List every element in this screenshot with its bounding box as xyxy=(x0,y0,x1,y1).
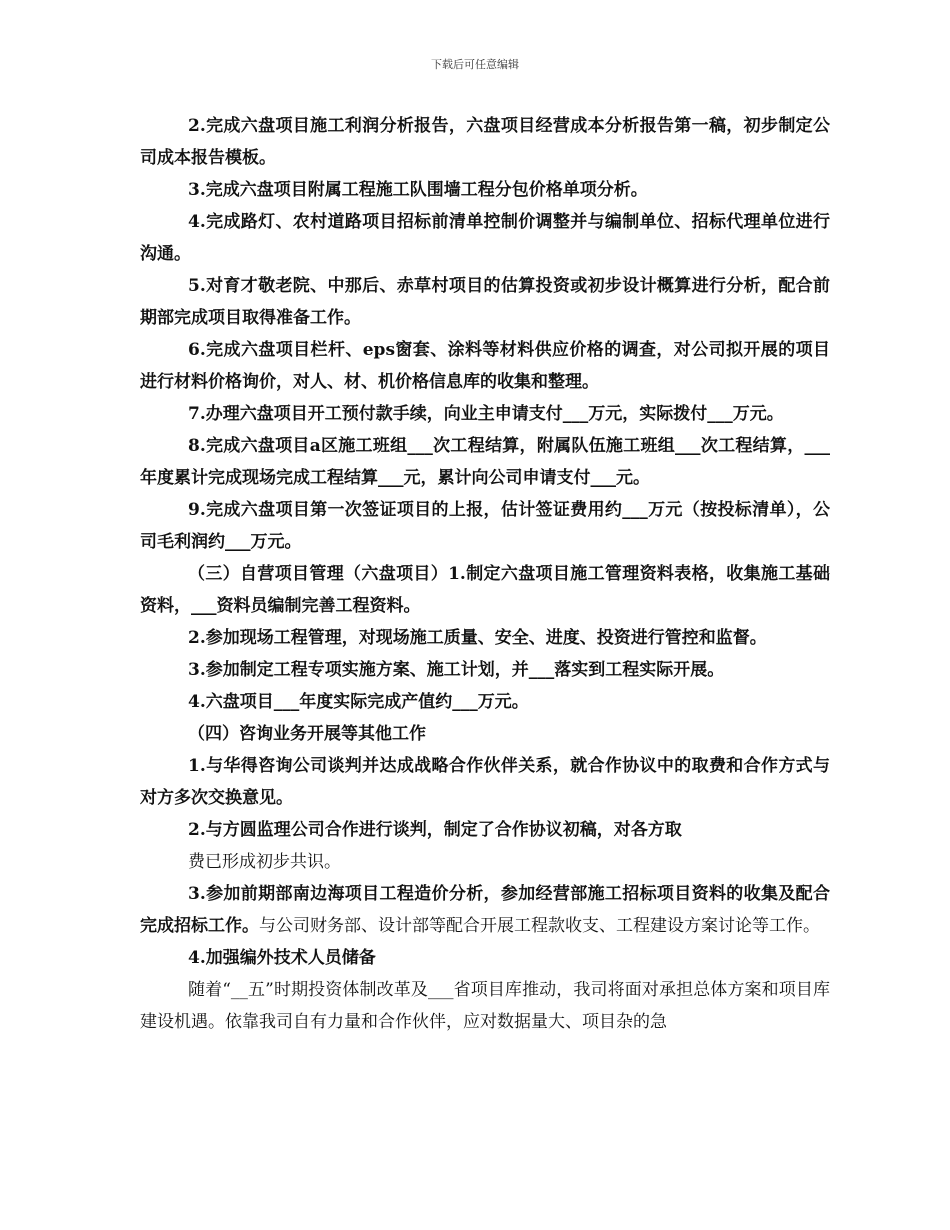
paragraph-normal-part: 与公司财务部、设计部等配合开展工程款收支、工程建设方案讨论等工作。 xyxy=(259,916,820,936)
document-body xyxy=(140,110,830,1038)
paragraph: 3.参加制定工程专项实施方案、施工计划，并___落实到工程实际开展。 xyxy=(188,660,725,680)
section-heading-paragraph: （三）自营项目管理（六盘项目）1.制定六盘项目施工管理资料表格，收集施工基础资料，___资料员编制完善工程资料。 xyxy=(140,564,830,616)
page-header: 下载后可任意编辑 xyxy=(431,58,519,71)
paragraph: 4.完成路灯、农村道路项目招标前清单控制价调整并与编制单位、招标代理单位进行沟通。 xyxy=(140,212,830,264)
paragraph: 1.与华得咨询公司谈判并达成战略合作伙伴关系，就合作协议中的取费和合作方式与对方多次交换意见。 xyxy=(140,756,830,808)
paragraph: 6.完成六盘项目栏杆、eps窗套、涂料等材料供应价格的调查，对公司拟开展的项目进行材料价格询价，对人、材、机价格信息库的收集和整理。 xyxy=(140,340,830,392)
paragraph-mixed xyxy=(140,878,830,942)
paragraph: 4.六盘项目___年度实际完成产值约___万元。 xyxy=(188,692,529,712)
paragraph: 2.与方圆监理公司合作进行谈判，制定了合作协议初稿，对各方取 xyxy=(188,820,682,840)
paragraph: 5.对育才敬老院、中那后、赤草村项目的估算投资或初步设计概算进行分析，配合前期部完成项目取得准备工作。 xyxy=(140,276,830,328)
paragraph: 7.办理六盘项目开工预付款手续，向业主申请支付___万元，实际拨付___万元。 xyxy=(188,404,784,424)
paragraph: 2.完成六盘项目施工利润分析报告，六盘项目经营成本分析报告第一稿，初步制定公司成本报告模板。 xyxy=(140,116,830,168)
paragraph-bold-part: 3.参加前期部南边海项目工程造价分析，参加经营部施工招标项目资料的收集及配合完成招标工作。 xyxy=(140,884,830,936)
paragraph: 随着“__五”时期投资体制改革及___省项目库推动，我司将面对承担总体方案和项目库建设机遇。依靠我司自有力量和合作伙伴，应对数据量大、项目杂的急 xyxy=(140,980,830,1032)
section-heading: （四）咨询业务开展等其他工作 xyxy=(188,724,426,744)
paragraph: 2.参加现场工程管理，对现场施工质量、安全、进度、投资进行管控和监督。 xyxy=(188,628,767,648)
paragraph: 9.完成六盘项目第一次签证项目的上报，估计签证费用约___万元（按投标清单），公司毛利润约___万元。 xyxy=(140,500,830,552)
paragraph-continuation: 费已形成初步共识。 xyxy=(188,852,341,872)
paragraph: 8.完成六盘项目a区施工班组___次工程结算，附属队伍施工班组___次工程结算，___年度累计完成现场完成工程结算___元，累计向公司申请支付___元。 xyxy=(140,436,830,488)
paragraph: 3.完成六盘项目附属工程施工队围墙工程分包价格单项分析。 xyxy=(188,180,648,200)
paragraph: 4.加强编外技术人员储备 xyxy=(188,948,376,968)
